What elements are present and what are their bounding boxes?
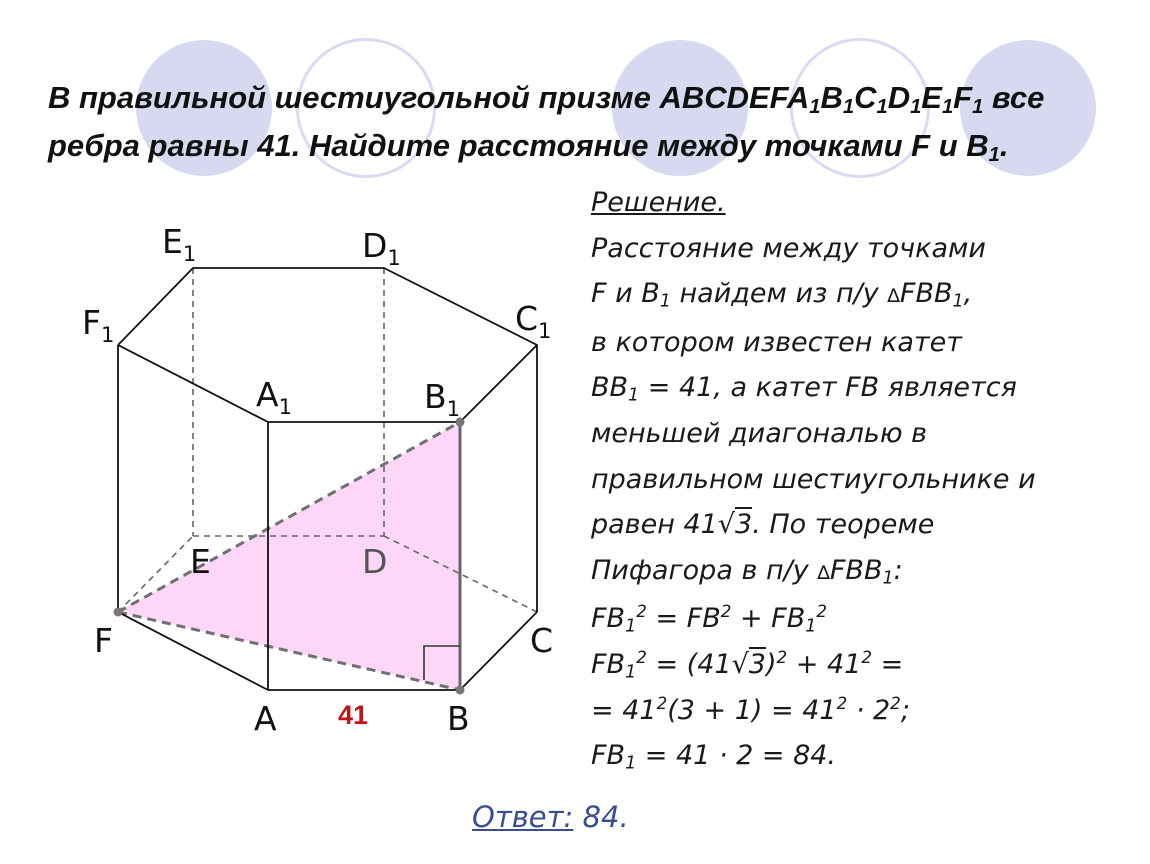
solution-line-11: $FB_1^2 = (41√3)^2 + 41^2$ = [591, 646, 904, 683]
label-b: B [447, 699, 470, 738]
sqrt-symbol: √3 [731, 648, 766, 680]
label-e1: $E_1$ [162, 222, 197, 266]
label-e: E [190, 542, 211, 581]
label-f: F [94, 621, 113, 660]
label-a: A [254, 699, 277, 738]
label-b1: $B_1$ [424, 377, 461, 421]
solution-line-6: меньшей диагональю в [591, 417, 928, 449]
solution-line-9: Пифагора в п/у $\Delta FBB_1$: [591, 554, 903, 589]
triangle-fbb1 [118, 422, 460, 690]
edge-b-c [460, 612, 537, 690]
solution-line-8: равен 41√3. По теореме [591, 509, 935, 541]
label-d: D [362, 542, 388, 581]
label-c1: $C_1$ [515, 299, 552, 343]
problem-line-1: В правильной шестиугольной призме $ABCDEFA_1B_1C_1D_1E_1F_1$ все [48, 80, 1045, 119]
solution-heading: Решение. [591, 187, 726, 218]
solution-line-7: правильном шестиугольнике и [591, 463, 1036, 495]
point-b [456, 686, 465, 695]
answer-value: 84. [573, 800, 629, 834]
solution-line-2: Расстояние между точками [591, 232, 986, 264]
label-c: C [530, 621, 554, 660]
answer [472, 800, 629, 834]
point-f [114, 608, 123, 617]
solution-line-10: $FB_1^2 = FB^2 + FB_1^2$ [591, 601, 828, 637]
sqrt-symbol: √3 [717, 509, 753, 541]
label-a1: $A_1$ [256, 375, 292, 419]
solution-line-3: F и $B_1$ найдем из п/у $\Delta FBB_1$, [591, 278, 973, 312]
solution-line-13: $FB_1 = 41 \cdot 2 = 84$. [591, 740, 837, 774]
answer-label: Ответ: [472, 800, 574, 834]
label-d1: $D_1$ [362, 226, 401, 270]
solution-line-12: = $41^2(3 + 1) = 41^2 \cdot 2^2$; [591, 692, 910, 726]
problem-line-2: ребра равны 41. Найдите расстояние между точками F и $B_1$. [48, 128, 1009, 167]
solution-text [591, 180, 1136, 779]
label-f1: $F_1$ [82, 303, 115, 347]
edge-length-label: 41 [338, 700, 369, 730]
solution-line-4: в котором известен катет [591, 326, 962, 358]
top-face [118, 268, 537, 422]
solution-line-5: $BB_1 = 41$, а катет FB является [591, 372, 1017, 406]
